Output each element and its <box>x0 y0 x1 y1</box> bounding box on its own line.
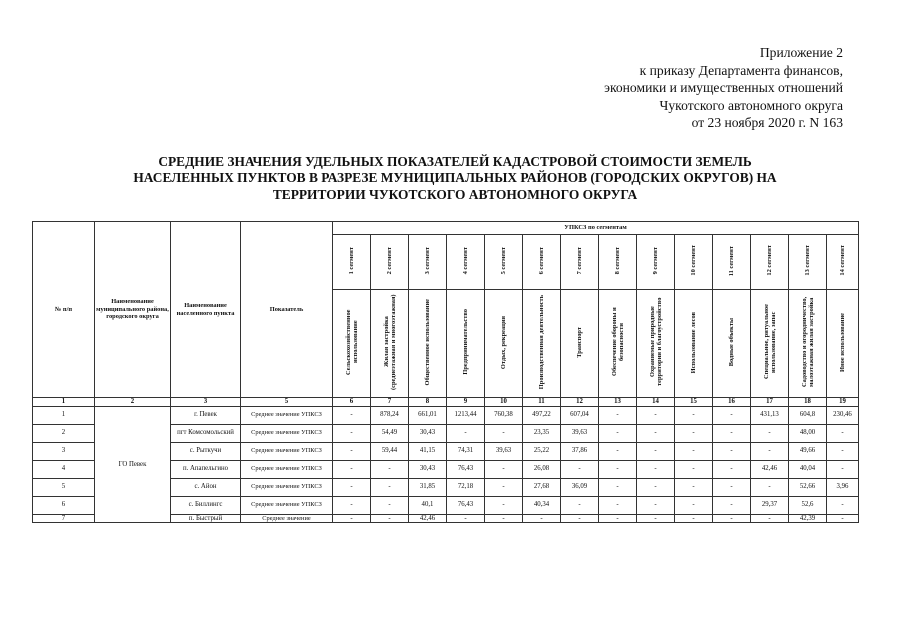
segment-label: 2 сегмент <box>386 247 393 275</box>
appendix-line: от 23 ноября 2020 г. N 163 <box>691 115 843 131</box>
segment-header <box>485 235 523 290</box>
title-line: СРЕДНИЕ ЗНАЧЕНИЯ УДЕЛЬНЫХ ПОКАЗАТЕЛЕЙ КАДАСТРОВОЙ СТОИМОСТИ ЗЕМЕЛЬ <box>158 154 752 169</box>
column-number: 5 <box>241 398 333 407</box>
settlement-cell: п. Апапельгино <box>171 460 241 478</box>
segment-label: 8 сегмент <box>614 247 621 275</box>
settlement-cell: г. Певек <box>171 406 241 424</box>
value-cell: 760,38 <box>485 406 523 424</box>
value-cell: - <box>485 496 523 514</box>
value-cell: 497,22 <box>523 406 561 424</box>
value-cell: - <box>599 478 637 496</box>
value-cell: 31,85 <box>409 478 447 496</box>
segment-header <box>675 235 713 290</box>
column-number: 16 <box>713 398 751 407</box>
value-cell: - <box>637 496 675 514</box>
segment-header <box>827 235 859 290</box>
segment-label: 5 сегмент <box>500 247 507 275</box>
column-number: 12 <box>561 398 599 407</box>
value-cell: - <box>561 460 599 478</box>
value-cell: - <box>713 460 751 478</box>
value-cell: 36,09 <box>561 478 599 496</box>
value-cell: - <box>713 442 751 460</box>
segment-name-label: Иное использование <box>839 312 846 372</box>
row-number: 4 <box>33 460 95 478</box>
value-cell: - <box>713 496 751 514</box>
segment-name-label: Водные объекты <box>728 318 735 367</box>
header-indicator: Показатель <box>241 222 333 398</box>
segment-label: 14 сегмент <box>839 245 846 276</box>
segment-header <box>523 235 561 290</box>
value-cell: 74,31 <box>447 442 485 460</box>
value-cell: - <box>675 424 713 442</box>
value-cell: 604,8 <box>789 406 827 424</box>
segment-name-header <box>485 290 523 398</box>
segment-name-label: Охраняемые природные территории и благоустройство <box>648 298 663 387</box>
value-cell: - <box>675 406 713 424</box>
indicator-cell: Среднее значение УПКСЗ <box>241 496 333 514</box>
column-number: 10 <box>485 398 523 407</box>
indicator-cell: Среднее значение УПКСЗ <box>241 478 333 496</box>
value-cell: - <box>827 460 859 478</box>
segment-name-label: Предпринимательство <box>462 309 469 376</box>
indicator-cell: Среднее значение УПКСЗ <box>241 442 333 460</box>
value-cell: 42,46 <box>751 460 789 478</box>
title-line: ТЕРРИТОРИИ ЧУКОТСКОГО АВТОНОМНОГО ОКРУГА <box>272 186 638 202</box>
settlement-cell: пгт Комсомольский <box>171 424 241 442</box>
segment-header <box>789 235 827 290</box>
segment-name-header <box>409 290 447 398</box>
segment-header <box>371 235 409 290</box>
value-cell: - <box>333 460 371 478</box>
segment-name-label: Общественное использование <box>424 298 431 386</box>
settlement-cell: п. Быстрый <box>171 514 241 523</box>
appendix-line: к приказу Департамента финансов, <box>639 62 843 78</box>
value-cell: - <box>827 514 859 523</box>
segment-label: 10 сегмент <box>690 245 697 276</box>
indicator-cell: Среднее значение УПКСЗ <box>241 424 333 442</box>
segment-name-label: Использование лесов <box>690 311 697 373</box>
value-cell: - <box>637 460 675 478</box>
segment-name-header <box>371 290 409 398</box>
segment-name-header <box>523 290 561 398</box>
segment-name-header <box>789 290 827 398</box>
value-cell: 23,35 <box>523 424 561 442</box>
value-cell: 30,43 <box>409 424 447 442</box>
segment-label: 11 сегмент <box>728 245 735 276</box>
segment-name-header <box>675 290 713 398</box>
appendix-line: экономики и имущественных отношений <box>604 80 843 96</box>
value-cell: 48,00 <box>789 424 827 442</box>
value-cell: - <box>675 460 713 478</box>
value-cell: - <box>371 514 409 523</box>
segment-name-header <box>751 290 789 398</box>
segment-header <box>409 235 447 290</box>
column-number: 15 <box>675 398 713 407</box>
segment-label: 4 сегмент <box>462 247 469 275</box>
upksz-table <box>32 221 859 523</box>
segment-label: 13 сегмент <box>804 245 811 276</box>
value-cell: - <box>447 514 485 523</box>
indicator-cell: Среднее значение <box>241 514 333 523</box>
appendix-line: Чукотского автономного округа <box>659 97 843 113</box>
value-cell: 40,04 <box>789 460 827 478</box>
segment-name-header <box>561 290 599 398</box>
column-number: 7 <box>371 398 409 407</box>
value-cell: - <box>675 496 713 514</box>
row-number: 5 <box>33 478 95 496</box>
value-cell: - <box>713 478 751 496</box>
segment-name-label: Жилая застройка (среднеэтажная и многоэтажная) <box>382 294 397 390</box>
segment-label: 7 сегмент <box>576 247 583 275</box>
value-cell: - <box>675 442 713 460</box>
value-cell: - <box>827 424 859 442</box>
value-cell: - <box>751 478 789 496</box>
value-cell: - <box>751 424 789 442</box>
segment-name-header <box>827 290 859 398</box>
column-number: 8 <box>409 398 447 407</box>
value-cell: - <box>827 442 859 460</box>
value-cell: - <box>713 514 751 523</box>
value-cell: - <box>333 442 371 460</box>
value-cell: - <box>599 514 637 523</box>
settlement-cell: с. Айон <box>171 478 241 496</box>
value-cell: - <box>333 478 371 496</box>
segment-name-label: Транспорт <box>576 326 583 358</box>
header-upksz: УПКСЗ по сегментам <box>333 222 859 235</box>
column-number: 11 <box>523 398 561 407</box>
segment-header <box>637 235 675 290</box>
segment-name-header <box>637 290 675 398</box>
value-cell: 39,63 <box>561 424 599 442</box>
value-cell: - <box>333 424 371 442</box>
row-number: 7 <box>33 514 95 523</box>
value-cell: 59,44 <box>371 442 409 460</box>
value-cell: - <box>599 442 637 460</box>
header-district: Наименование муниципального района, городского округа <box>95 222 171 398</box>
indicator-cell: Среднее значение УПКСЗ <box>241 460 333 478</box>
column-number: 14 <box>637 398 675 407</box>
segment-header <box>447 235 485 290</box>
segment-name-header <box>333 290 371 398</box>
segment-name-header <box>599 290 637 398</box>
value-cell: - <box>599 460 637 478</box>
value-cell: - <box>333 496 371 514</box>
value-cell: 76,43 <box>447 460 485 478</box>
segment-label: 1 сегмент <box>348 247 355 275</box>
value-cell: - <box>637 514 675 523</box>
segment-name-header <box>713 290 751 398</box>
value-cell: - <box>485 514 523 523</box>
column-number: 18 <box>789 398 827 407</box>
column-number: 17 <box>751 398 789 407</box>
column-number: 6 <box>333 398 371 407</box>
value-cell: - <box>637 478 675 496</box>
value-cell: 72,18 <box>447 478 485 496</box>
value-cell: 30,43 <box>409 460 447 478</box>
value-cell: 40,1 <box>409 496 447 514</box>
value-cell: 25,22 <box>523 442 561 460</box>
value-cell: 661,01 <box>409 406 447 424</box>
column-number: 1 <box>33 398 95 407</box>
value-cell: - <box>599 496 637 514</box>
row-number: 3 <box>33 442 95 460</box>
column-number: 19 <box>827 398 859 407</box>
value-cell: 3,96 <box>827 478 859 496</box>
value-cell: - <box>675 478 713 496</box>
segment-name-header <box>447 290 485 398</box>
appendix-line: Приложение 2 <box>759 45 843 60</box>
segment-label: 9 сегмент <box>652 247 659 275</box>
table-row <box>33 406 859 424</box>
value-cell: - <box>827 496 859 514</box>
value-cell: 1213,44 <box>447 406 485 424</box>
segment-header <box>333 235 371 290</box>
segment-header <box>561 235 599 290</box>
header-settlement: Наименование населенного пункта <box>171 222 241 398</box>
value-cell: - <box>523 514 561 523</box>
value-cell: - <box>447 424 485 442</box>
column-number: 9 <box>447 398 485 407</box>
value-cell: 41,15 <box>409 442 447 460</box>
value-cell: - <box>599 424 637 442</box>
value-cell: - <box>599 406 637 424</box>
segment-name-label: Обеспечение обороны и безопасности <box>610 307 625 377</box>
document-title <box>60 154 850 203</box>
segment-label: 6 сегмент <box>538 247 545 275</box>
segment-name-label: Садоводство и огородничество, малоэтажная жилая застройка <box>800 297 815 388</box>
column-number: 3 <box>171 398 241 407</box>
value-cell: - <box>485 460 523 478</box>
value-cell: - <box>371 478 409 496</box>
value-cell: - <box>637 406 675 424</box>
value-cell: - <box>561 514 599 523</box>
value-cell: 39,63 <box>485 442 523 460</box>
value-cell: 52,6 <box>789 496 827 514</box>
value-cell: - <box>333 514 371 523</box>
value-cell: - <box>371 496 409 514</box>
settlement-cell: с. Рыткучи <box>171 442 241 460</box>
indicator-cell: Среднее значение УПКСЗ <box>241 406 333 424</box>
segment-name-label: Специальное, ритуальное использование, запас <box>762 304 777 380</box>
value-cell: 52,66 <box>789 478 827 496</box>
appendix-block <box>604 44 843 132</box>
value-cell: 76,43 <box>447 496 485 514</box>
segment-label: 12 сегмент <box>766 245 773 276</box>
value-cell: - <box>675 514 713 523</box>
value-cell: 230,46 <box>827 406 859 424</box>
value-cell: 49,66 <box>789 442 827 460</box>
district-cell: ГО Певек <box>95 406 171 523</box>
value-cell: 26,08 <box>523 460 561 478</box>
row-number: 2 <box>33 424 95 442</box>
segment-name-label: Производственная деятельность <box>538 295 545 390</box>
value-cell: 37,86 <box>561 442 599 460</box>
value-cell: - <box>637 442 675 460</box>
settlement-cell: с. Биллингс <box>171 496 241 514</box>
value-cell: - <box>371 460 409 478</box>
segment-header <box>599 235 637 290</box>
segment-name-label: Сельскохозяйственное использование <box>344 309 359 375</box>
segment-label: 3 сегмент <box>424 247 431 275</box>
segment-header <box>751 235 789 290</box>
value-cell: 607,04 <box>561 406 599 424</box>
value-cell: - <box>561 496 599 514</box>
value-cell: 42,39 <box>789 514 827 523</box>
value-cell: 54,49 <box>371 424 409 442</box>
value-cell: - <box>485 478 523 496</box>
value-cell: 40,34 <box>523 496 561 514</box>
value-cell: - <box>333 406 371 424</box>
column-number: 13 <box>599 398 637 407</box>
value-cell: - <box>713 424 751 442</box>
segment-header <box>713 235 751 290</box>
value-cell: - <box>637 424 675 442</box>
value-cell: - <box>751 514 789 523</box>
value-cell: - <box>713 406 751 424</box>
value-cell: 431,13 <box>751 406 789 424</box>
value-cell: - <box>751 442 789 460</box>
column-number: 2 <box>95 398 171 407</box>
value-cell: 29,37 <box>751 496 789 514</box>
value-cell: 878,24 <box>371 406 409 424</box>
row-number: 6 <box>33 496 95 514</box>
title-line: НАСЕЛЕННЫХ ПУНКТОВ В РАЗРЕЗЕ МУНИЦИПАЛЬНЫХ РАЙОНОВ (ГОРОДСКИХ ОКРУГОВ) НА <box>133 170 777 186</box>
segment-name-label: Отдых, рекреация <box>500 315 507 369</box>
header-num: № п/п <box>33 222 95 398</box>
value-cell: - <box>485 424 523 442</box>
value-cell: 42,46 <box>409 514 447 523</box>
row-number: 1 <box>33 406 95 424</box>
value-cell: 27,68 <box>523 478 561 496</box>
